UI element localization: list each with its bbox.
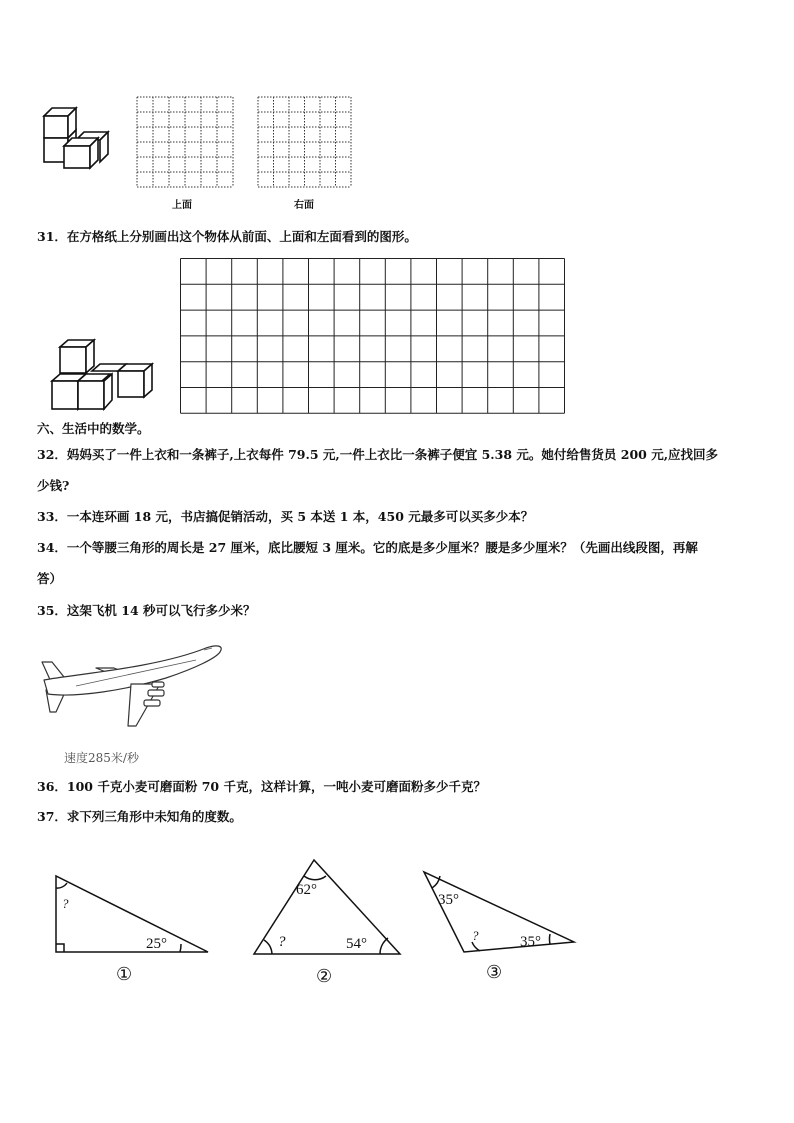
cube-figure-q31	[48, 337, 158, 412]
triangle-2-angle-left: ?	[278, 934, 286, 950]
triangle-1-angle-right: 25°	[146, 936, 167, 952]
question-35: 35．这架飞机 14 秒可以飞行多少米？	[37, 603, 256, 618]
question-36: 36．100 千克小麦可磨面粉 70 千克，这样计算，一吨小麦可磨面粉多少千克？	[37, 779, 486, 794]
triangle-3-angle-mid: ?	[472, 928, 479, 943]
triangle-1	[56, 876, 208, 952]
triangle-2-label: ②	[316, 966, 333, 986]
question-32-line2: 少钱?	[37, 478, 70, 493]
triangles-figure	[40, 852, 585, 992]
triangle-2	[254, 860, 400, 954]
right-view-label: 右面	[294, 200, 314, 211]
triangle-3-angle-right: 35°	[520, 934, 541, 950]
triangle-2-angle-right: 54°	[346, 936, 367, 952]
triangle-1-angle-top: ?	[62, 896, 69, 911]
triangle-2-angle-top: 62°	[296, 882, 317, 898]
cube-figure-top	[40, 100, 115, 170]
question-37: 37．求下列三角形中未知角的度数。	[37, 809, 242, 824]
triangle-1-label: ①	[116, 964, 133, 984]
question-33: 33．一本连环画 18 元，书店搞促销活动，买 5 本送 1 本，450 元最多可以买多少本？	[37, 509, 534, 524]
question-34-line1: 34．一个等腰三角形的周长是 27 厘米，底比腰短 3 厘米。它的底是多少厘米？腰是多少厘米？（先画出线段图，再解	[37, 540, 698, 555]
answer-grid[interactable]	[180, 258, 566, 415]
triangle-3	[424, 872, 574, 952]
top-view-grid[interactable]	[135, 95, 235, 190]
question-34-line2: 答）	[37, 571, 63, 586]
triangle-3-label: ③	[486, 962, 503, 982]
question-31: 31．在方格纸上分别画出这个物体从前面、上面和左面看到的图形。	[37, 229, 417, 244]
triangle-3-angle-top: 35°	[438, 892, 459, 908]
section-6-title: 六、生活中的数学。	[37, 421, 150, 436]
right-view-grid[interactable]	[256, 95, 354, 190]
plane-speed-caption: 速度285米/秒	[64, 751, 139, 765]
question-32-line1: 32．妈妈买了一件上衣和一条裤子,上衣每件 79.5 元,一件上衣比一条裤子便宜 5.38 元。她付给售货员 200 元,应找回多	[37, 447, 719, 462]
top-view-label: 上面	[172, 200, 192, 211]
airplane-image	[36, 628, 226, 728]
